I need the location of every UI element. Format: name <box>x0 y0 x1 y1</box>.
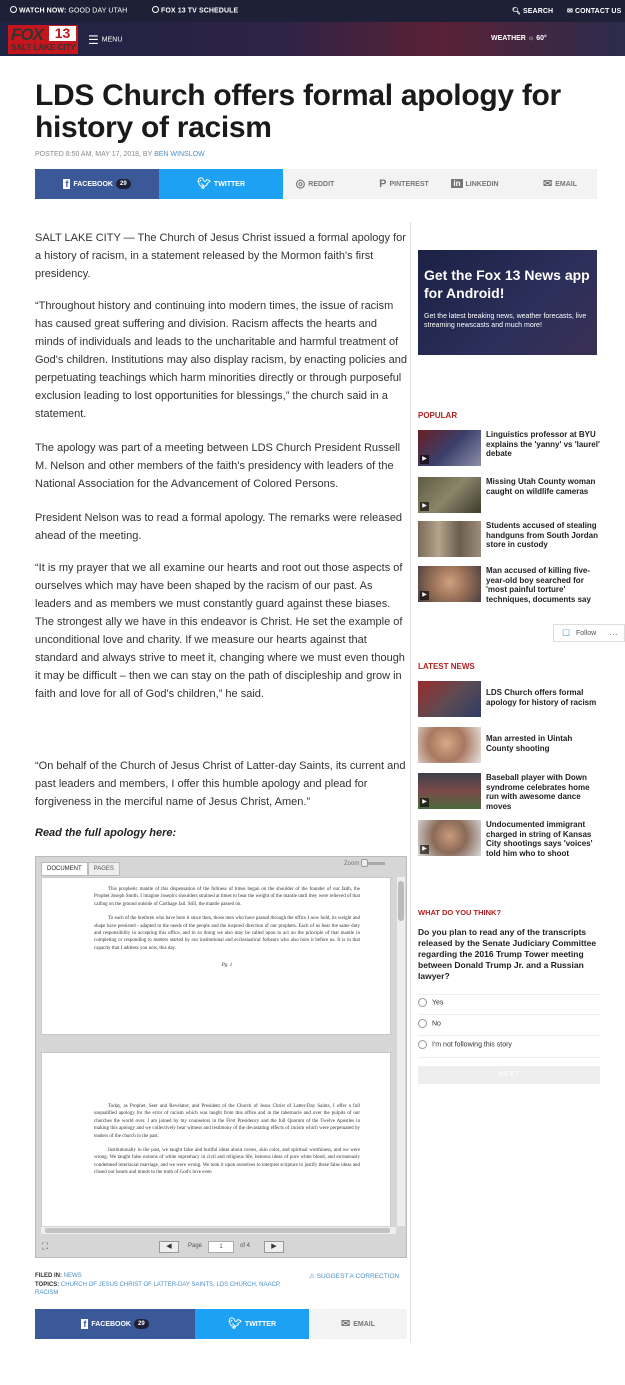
linkedin-share-button[interactable] <box>430 169 520 199</box>
watch-now-show: GOOD DAY UTAH <box>68 7 128 15</box>
facebook-share-button[interactable] <box>35 1309 195 1339</box>
document-text: Today, as Prophet, Seer and Revelator, and President of the Church of Jesus Christ of Latter-Day Saints, I offer a full unqualified apology for the error of racism which was taught from this office and in the tabernacle and over the pulpits of our churches the world over. I am joined by my counselors in the First Presidency and the full Quorum of the Twelve Apostles in making this apology and we collectively bear witness and testimony of the devastating effects of racism which were perpetuated by leaders of the church in the past. <box>94 1104 360 1139</box>
live-icon <box>10 6 17 13</box>
poll-divider <box>418 1035 600 1036</box>
twitter-label: TWITTER <box>244 1320 277 1328</box>
article-paragraph: “Throughout history and continuing into modern times, the issue of racism has caused great suffering and division. Racism affects the hearts and minds of individuals and leads to the uncharitable and harmful treatment of God's children. Institutions may also display racism, by enacting policies and perpetuating teachings which harm minorities directly or through purposeful exclusion leading to lost opportunities for blessings,” the church said in a statement. <box>35 300 408 420</box>
poll-question: Do you plan to read any of the transcripts released by the Senate Judiciary Committee regarding the 2016 Trump Tower meeting between Donald Trump Jr. and a Russian lawyer? <box>418 927 597 981</box>
sun-cloud-icon: ☼ <box>527 35 535 42</box>
poll-option-yes[interactable] <box>418 998 443 1007</box>
tab-pages[interactable]: PAGES <box>88 862 120 876</box>
clock-icon <box>152 6 159 13</box>
author-link[interactable]: BEN WINSLOW <box>154 151 205 158</box>
story-headline: Students accused of stealing handguns from South Jordan store in custody <box>486 521 598 549</box>
story-headline: Undocumented immigrant charged in string of Kansas City shootings says 'voices' told him who to shoot <box>486 820 593 858</box>
weather-label: WEATHER <box>491 35 526 42</box>
poll-option-no[interactable] <box>418 1019 441 1028</box>
tv-schedule-label: FOX 13 TV SCHEDULE <box>161 7 239 15</box>
popular-heading: POPULAR <box>418 411 458 420</box>
article-paragraph: The apology was part of a meeting between LDS Church President Russell M. Nelson and other members of the faith's presidency with leaders of the National Association for the Advancement of Colored Persons. <box>35 442 401 490</box>
read-full-apology-heading: Read the full apology here: <box>35 827 177 839</box>
email-icon: ✉ <box>341 1318 351 1330</box>
contact-link[interactable] <box>567 7 621 15</box>
radio-icon[interactable] <box>418 998 427 1007</box>
search-icon: 🔍︎ <box>512 8 521 15</box>
latest-story[interactable] <box>418 681 598 721</box>
prev-page-button[interactable]: ◀ <box>159 1241 179 1253</box>
watch-now-label: WATCH NOW: <box>19 7 67 15</box>
tv-schedule-link[interactable] <box>152 7 238 14</box>
poll-option-not-following[interactable] <box>418 1040 512 1049</box>
facebook-count: 29 <box>116 179 131 189</box>
follow-label: Follow <box>576 630 597 637</box>
story-thumbnail <box>418 727 481 763</box>
poll-heading: WHAT DO YOU THINK? <box>418 908 502 917</box>
topics-label: TOPICS: <box>35 1281 60 1288</box>
page-input[interactable]: 1 <box>208 1241 234 1253</box>
hamburger-icon: ☰ <box>88 33 99 47</box>
document-text: Institutionally in the past, we taught false and hurtful ideas about curses, skin color, and spiritual worthiness, and we were wrong. We taught false notions of white supremacy in civil and religious life, heinous ideas of pure white blood, and erroneously condemned interracial marriage, and we were wrong. We took it upon ourselves to interpret scripture to justify these false ideas and closed our hearts and minds to the truth of God's love even <box>94 1148 360 1176</box>
share-bar-bottom <box>35 1309 407 1339</box>
poll-divider <box>418 994 600 995</box>
tab-document[interactable]: DOCUMENT <box>41 862 88 876</box>
suggest-correction-link[interactable] <box>309 1272 399 1280</box>
share-bar-top <box>35 169 597 199</box>
story-headline: Missing Utah County woman caught on wildlife cameras <box>486 477 596 496</box>
pinterest-label: PINTEREST <box>389 180 429 188</box>
vertical-scrollbar[interactable] <box>397 877 405 1226</box>
poll-option-label: I'm not following this story <box>432 1041 512 1049</box>
zoom-label: Zoom <box>344 861 360 867</box>
column-divider <box>410 222 411 1342</box>
app-promo-banner[interactable] <box>418 250 597 355</box>
popular-story[interactable] <box>418 566 598 606</box>
app-promo-subtitle: Get the latest breaking news, weather forecasts, live streaming newscasts and much more! <box>424 313 587 329</box>
poll-next-button[interactable]: NEXT <box>418 1066 600 1084</box>
story-headline: Man accused of killing five-year-old boy searched for 'most painful torture' techniques, documents say <box>486 566 591 604</box>
email-label: EMAIL <box>353 1320 375 1328</box>
play-icon: ▶ <box>420 798 429 807</box>
story-headline: Linguistics professor at BYU explains the 'yanny' vs 'laurel' debate <box>486 430 600 458</box>
play-icon: ▶ <box>420 502 429 511</box>
document-page-1 <box>41 877 391 1035</box>
article-paragraph: “On behalf of the Church of Jesus Christ of Latter-day Saints, its current and past leaders and members, I offer this humble apology and plead for forgiveness in the merciful name of Jesus Christ, Amen.” <box>35 760 406 808</box>
latest-story[interactable] <box>418 820 598 860</box>
weather-temp: 60° <box>536 35 547 42</box>
facebook-icon: f <box>83 1319 87 1329</box>
facebook-count: 29 <box>134 1319 149 1329</box>
article-paragraph: SALT LAKE CITY — The Church of Jesus Christ issued a formal apology for a history of racism, in a statement released by the Mormon faith's first presidency. <box>35 232 406 280</box>
twitter-label: TWITTER <box>213 180 246 188</box>
search-label: SEARCH <box>523 8 554 15</box>
byline <box>35 151 205 158</box>
contact-label: CONTACT US <box>574 8 622 15</box>
email-share-button[interactable] <box>309 1309 407 1339</box>
story-headline: Man arrested in Uintah County shooting <box>486 734 573 753</box>
posted-time: POSTED 8:50 AM, MAY 17, 2018, BY <box>35 151 153 158</box>
next-page-button[interactable]: ▶ <box>264 1241 284 1253</box>
story-thumbnail <box>418 430 481 466</box>
filed-in-topics <box>35 1272 285 1298</box>
more-icon[interactable]: … <box>609 627 618 637</box>
linkedin-icon: in <box>453 179 461 188</box>
story-headline: LDS Church offers formal apology for history of racism <box>486 688 597 707</box>
follow-button[interactable] <box>553 624 625 642</box>
page-total: of 4 <box>240 1243 251 1249</box>
story-thumbnail <box>418 566 481 602</box>
follow-icon: ☐ <box>562 628 571 638</box>
logo-fox: FOX <box>11 25 43 44</box>
watch-now-link[interactable] <box>10 7 127 14</box>
search-link[interactable] <box>512 7 553 15</box>
filed-in-link[interactable]: NEWS <box>63 1273 82 1279</box>
popular-story[interactable] <box>418 521 598 561</box>
suggest-correction-label: SUGGEST A CORRECTION <box>316 1273 400 1280</box>
envelope-icon: ✉ <box>567 8 573 15</box>
weather-link[interactable] <box>491 35 547 42</box>
logo-number: 13 <box>49 26 76 41</box>
document-viewer <box>35 856 407 1258</box>
play-icon: ▶ <box>420 845 429 854</box>
email-share-button[interactable] <box>525 169 595 199</box>
story-thumbnail <box>418 521 481 557</box>
facebook-label: FACEBOOK <box>73 180 113 188</box>
app-promo-title: Get the Fox 13 News app for Android! <box>424 267 590 301</box>
article-paragraph: “It is my prayer that we all examine our hearts and root out those aspects of ourselves which may have been shaped by the racism of our past. As leaders and as members we must constantly guard against these biases. The strongest ally we have in this endeavor is Christ. He set the example of unconditional love and charity. If we measure our hearts against that standard and always strive to meet it, changing where we must even though it may be difficult – then we can stay on the path of discipleship and grow in faith and love for all of God's children,” he said. <box>35 562 405 700</box>
linkedin-label: LINKEDIN <box>465 180 499 188</box>
email-label: EMAIL <box>555 180 577 188</box>
menu-button[interactable] <box>88 33 122 47</box>
popular-story[interactable] <box>418 477 598 517</box>
story-thumbnail <box>418 820 481 856</box>
document-text: To each of the brethren who have born it since then, those men who have passed through the office I now hold, its weight and shape have persisted - adapted to the needs of the people and the inspired direction of our prophets. Each of us bear the same duty and responsibility in accepting this office, and in so doing we also may be called upon to act on the principle of that mantle in completing or responding to matters started by our institutional and ecclesiastical forbears who also bore it before us. It is in that capacity that I address you now, this day. <box>94 916 360 951</box>
menu-label: MENU <box>101 36 123 44</box>
email-icon: ✉ <box>543 178 553 190</box>
topics-links[interactable]: CHURCH OF JESUS CHRIST OF LATTER-DAY SAINTS, LDS CHURCH, NAACP, RACISM <box>35 1281 281 1296</box>
story-thumbnail <box>418 681 481 717</box>
page-label: Page <box>188 1243 203 1249</box>
radio-icon[interactable] <box>418 1019 427 1028</box>
article-paragraph: President Nelson was to read a formal apology. The remarks were released ahead of the meeting. <box>35 512 403 542</box>
facebook-share-button[interactable] <box>35 169 159 199</box>
fullscreen-icon[interactable]: ⛶ <box>42 1241 49 1251</box>
latest-story[interactable] <box>418 727 598 767</box>
pinterest-icon: P <box>379 178 387 190</box>
document-text: This prophetic mantle of this dispensation of the fullness of times began on the shoulder of the founder of our faith, the Prophet Joseph Smith. I imagine Joseph's shoulders strained at times to bear the weight of the mantle until they were relieved of that calling on the ground outside of Carthage Jail. Still, the mantle passed on. <box>94 887 360 907</box>
article-title: LDS Church offers formal apology for history of racism <box>35 79 561 144</box>
facebook-label: FACEBOOK <box>91 1320 131 1328</box>
logo-city: SALT LAKE CITY <box>11 43 76 52</box>
radio-icon[interactable] <box>418 1040 427 1049</box>
fox13-logo[interactable] <box>8 25 78 54</box>
poll-option-label: No <box>432 1020 441 1028</box>
reddit-icon: ◎ <box>295 178 306 190</box>
warning-icon: ⚠ <box>309 1273 315 1280</box>
latest-story[interactable] <box>418 773 598 813</box>
zoom-slider-icon[interactable] <box>361 862 385 865</box>
page-number: Pg. 1 <box>221 963 233 969</box>
latest-news-heading: LATEST NEWS <box>418 662 475 671</box>
play-icon: ▶ <box>420 455 429 464</box>
viewer-tabs <box>41 862 120 876</box>
viewer-pagination <box>36 1237 406 1257</box>
poll-divider <box>418 1057 600 1058</box>
facebook-icon: f <box>65 179 69 189</box>
document-page-2 <box>41 1052 391 1226</box>
reddit-label: REDDIT <box>308 180 335 188</box>
twitter-icon: 🐦︎ <box>196 178 211 190</box>
story-headline: Baseball player with Down syndrome celebrates home run with awesome dance moves <box>486 773 590 811</box>
popular-story[interactable] <box>418 430 598 470</box>
top-bar <box>0 0 625 22</box>
poll-option-label: Yes <box>432 999 444 1007</box>
play-icon: ▶ <box>420 591 429 600</box>
horizontal-scrollbar[interactable] <box>41 1227 396 1234</box>
zoom-control[interactable] <box>344 861 385 867</box>
story-thumbnail <box>418 773 481 809</box>
twitter-share-button[interactable] <box>195 1309 309 1339</box>
twitter-icon: 🐦︎ <box>227 1318 242 1330</box>
filed-in-label: FILED IN: <box>35 1273 62 1279</box>
poll-divider <box>418 1014 600 1015</box>
story-thumbnail <box>418 477 481 513</box>
